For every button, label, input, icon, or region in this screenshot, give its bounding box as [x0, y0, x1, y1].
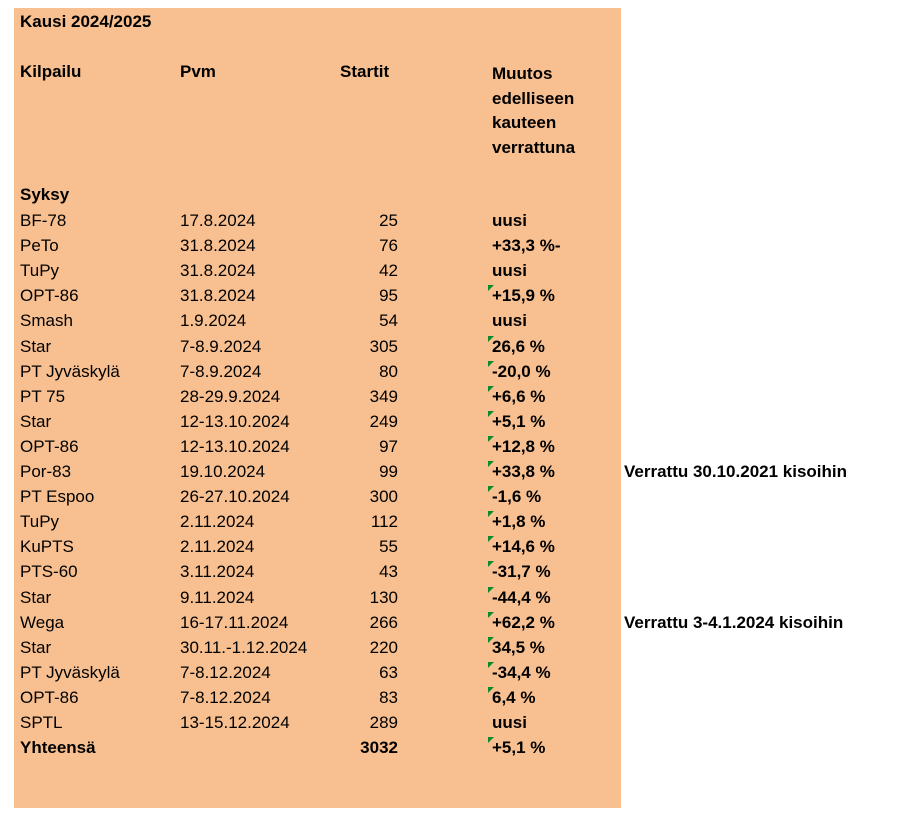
cell-comment-marker-icon: [488, 687, 494, 693]
cell-muutos: uusi: [492, 311, 527, 331]
cell-kilpailu: SPTL: [20, 713, 63, 732]
cell-muutos: +33,3 %-: [492, 236, 561, 256]
table-row: [14, 562, 621, 587]
cell-muutos: uusi: [492, 211, 527, 230]
table-row: [14, 362, 621, 387]
cell-pvm: 16-17.11.2024: [180, 612, 289, 632]
cell-comment-marker-icon: [488, 386, 494, 392]
cell-pvm: 7-8.9.2024: [180, 336, 262, 356]
table-row: [14, 688, 621, 713]
cell-muutos: -20,0 %: [492, 361, 551, 381]
cell-startit: 289: [369, 713, 398, 732]
cell-comment-marker-icon: [488, 336, 494, 342]
cell-kilpailu: PT Jyväskylä: [20, 662, 120, 682]
cell-muutos: 6,4 %: [492, 687, 536, 707]
cell-comment-marker-icon: [488, 587, 494, 593]
table-row: [14, 412, 621, 437]
cell-muutos: 26,6 %: [492, 336, 545, 356]
cell-kilpailu: TuPy: [20, 512, 60, 532]
comparison-note: Verrattu 3-4.1.2024 kisoihin: [624, 612, 844, 632]
cell-muutos: 34,5 %: [492, 637, 545, 657]
cell-muutos: +62,2 %: [492, 612, 555, 632]
cell-pvm: 31.8.2024: [180, 261, 256, 281]
cell-kilpailu: TuPy: [20, 261, 60, 281]
cell-pvm: 2.11.2024: [180, 512, 255, 532]
cell-comment-marker-icon: [488, 612, 494, 618]
cell-kilpailu: PeTo: [20, 236, 59, 256]
cell-pvm: 12-13.10.2024: [180, 411, 290, 431]
cell-comment-marker-icon: [488, 461, 494, 467]
table-row: [14, 261, 621, 286]
cell-comment-marker-icon: [488, 511, 494, 517]
cell-startit: 305: [369, 336, 398, 356]
season-label: Syksy: [20, 185, 70, 204]
cell-kilpailu: BF-78: [20, 211, 67, 230]
cell-comment-marker-icon: [488, 361, 494, 367]
cell-comment-marker-icon: [488, 411, 494, 417]
table-row: [14, 211, 621, 236]
cell-pvm: 30.11.-1.12.2024: [180, 637, 308, 657]
table-row: [14, 286, 621, 311]
cell-kilpailu: PT 75: [20, 386, 66, 406]
table-row: [14, 638, 621, 663]
header-pvm: Pvm: [180, 62, 216, 81]
cell-pvm: 28-29.9.2024: [180, 386, 281, 406]
cell-startit: 112: [370, 512, 398, 532]
cell-kilpailu: Star: [20, 411, 52, 431]
header-startit: Startit: [340, 62, 390, 81]
cell-pvm: 7-8.12.2024: [180, 662, 271, 682]
cell-comment-marker-icon: [488, 285, 494, 291]
cell-startit: 97: [379, 436, 398, 456]
table-row: [14, 588, 621, 613]
cell-comment-marker-icon: [488, 637, 494, 643]
cell-pvm: 19.10.2024: [180, 462, 266, 481]
cell-muutos: -31,7 %: [492, 562, 551, 582]
cell-muutos: +6,6 %: [492, 386, 546, 406]
table-row: [14, 663, 621, 688]
cell-pvm: 2.11.2024: [180, 537, 255, 557]
cell-muutos: +33,8 %: [492, 462, 555, 481]
table-row: [14, 713, 621, 738]
cell-pvm: 31.8.2024: [180, 286, 256, 306]
comparison-note: Verrattu 30.10.2021 kisoihin: [624, 462, 848, 481]
cell-kilpailu: PT Jyväskylä: [20, 361, 120, 381]
cell-startit: 80: [379, 361, 398, 381]
table-row: [14, 311, 621, 336]
table-row: [14, 487, 621, 512]
cell-kilpailu: Star: [20, 587, 52, 607]
cell-startit: 54: [379, 311, 398, 331]
cell-comment-marker-icon: [488, 737, 494, 743]
cell-pvm: 17.8.2024: [180, 211, 256, 230]
cell-comment-marker-icon: [488, 561, 494, 567]
table-row: [14, 236, 621, 261]
cell-muutos: +14,6 %: [492, 537, 555, 557]
cell-startit: 25: [379, 211, 398, 230]
cell-comment-marker-icon: [488, 536, 494, 542]
cell-comment-marker-icon: [488, 486, 494, 492]
cell-kilpailu: OPT-86: [20, 687, 79, 707]
cell-startit: 99: [379, 462, 398, 481]
cell-kilpailu: Star: [20, 336, 52, 356]
table-row: [14, 337, 621, 362]
cell-startit: 349: [369, 386, 398, 406]
table-row: [14, 613, 621, 638]
cell-muutos: uusi: [492, 261, 527, 281]
table-row: [14, 512, 621, 537]
cell-startit: 266: [369, 612, 398, 632]
cell-pvm: 1.9.2024: [180, 311, 247, 331]
cell-kilpailu: KuPTS: [20, 537, 74, 557]
cell-kilpailu: OPT-86: [20, 286, 79, 306]
table-row: [14, 537, 621, 562]
cell-kilpailu: PT Espoo: [20, 487, 95, 507]
cell-pvm: 31.8.2024: [180, 236, 256, 256]
cell-pvm: 12-13.10.2024: [180, 436, 290, 456]
cell-pvm: 26-27.10.2024: [180, 487, 290, 507]
header-kilpailu: Kilpailu: [20, 62, 82, 81]
total-label: Yhteensä: [20, 738, 96, 758]
cell-muutos: +12,8 %: [492, 436, 555, 456]
cell-pvm: 13-15.12.2024: [180, 713, 290, 732]
cell-startit: 76: [379, 236, 398, 256]
cell-pvm: 7-8.9.2024: [180, 361, 262, 381]
season-title: Kausi 2024/2025: [20, 12, 152, 31]
cell-startit: 130: [369, 587, 398, 607]
cell-kilpailu: Wega: [20, 612, 65, 632]
cell-comment-marker-icon: [488, 662, 494, 668]
header-muutos: Muutos edelliseen kauteen verrattuna: [492, 64, 576, 157]
cell-kilpailu: Por-83: [20, 462, 72, 481]
cell-startit: 42: [379, 261, 398, 281]
cell-startit: 300: [369, 487, 398, 507]
table-row: [14, 387, 621, 412]
cell-startit: 95: [379, 286, 398, 306]
cell-startit: 43: [379, 562, 398, 582]
cell-muutos: uusi: [492, 713, 527, 732]
cell-pvm: 3.11.2024: [180, 562, 255, 582]
cell-kilpailu: Star: [20, 637, 52, 657]
cell-startit: 220: [369, 637, 398, 657]
cell-muutos: +15,9 %: [492, 286, 555, 306]
cell-startit: 55: [379, 537, 398, 557]
cell-muutos: -34,4 %: [492, 662, 551, 682]
cell-startit: 249: [369, 411, 398, 431]
cell-muutos: -44,4 %: [492, 587, 551, 607]
cell-comment-marker-icon: [488, 436, 494, 442]
cell-startit: 83: [379, 687, 398, 707]
cell-kilpailu: Smash: [20, 311, 73, 331]
cell-kilpailu: PTS-60: [20, 562, 78, 582]
cell-startit: 63: [379, 662, 398, 682]
cell-kilpailu: OPT-86: [20, 436, 79, 456]
spreadsheet-area: [14, 8, 621, 808]
cell-pvm: 9.11.2024: [180, 587, 255, 607]
total-startit: 3032: [360, 738, 398, 758]
table-row: [14, 462, 621, 487]
total-row: [14, 738, 621, 763]
table-row: [14, 437, 621, 462]
total-muutos: +5,1 %: [492, 738, 546, 758]
cell-muutos: +1,8 %: [492, 512, 546, 532]
cell-muutos: -1,6 %: [492, 487, 542, 507]
cell-muutos: +5,1 %: [492, 411, 546, 431]
cell-pvm: 7-8.12.2024: [180, 687, 271, 707]
